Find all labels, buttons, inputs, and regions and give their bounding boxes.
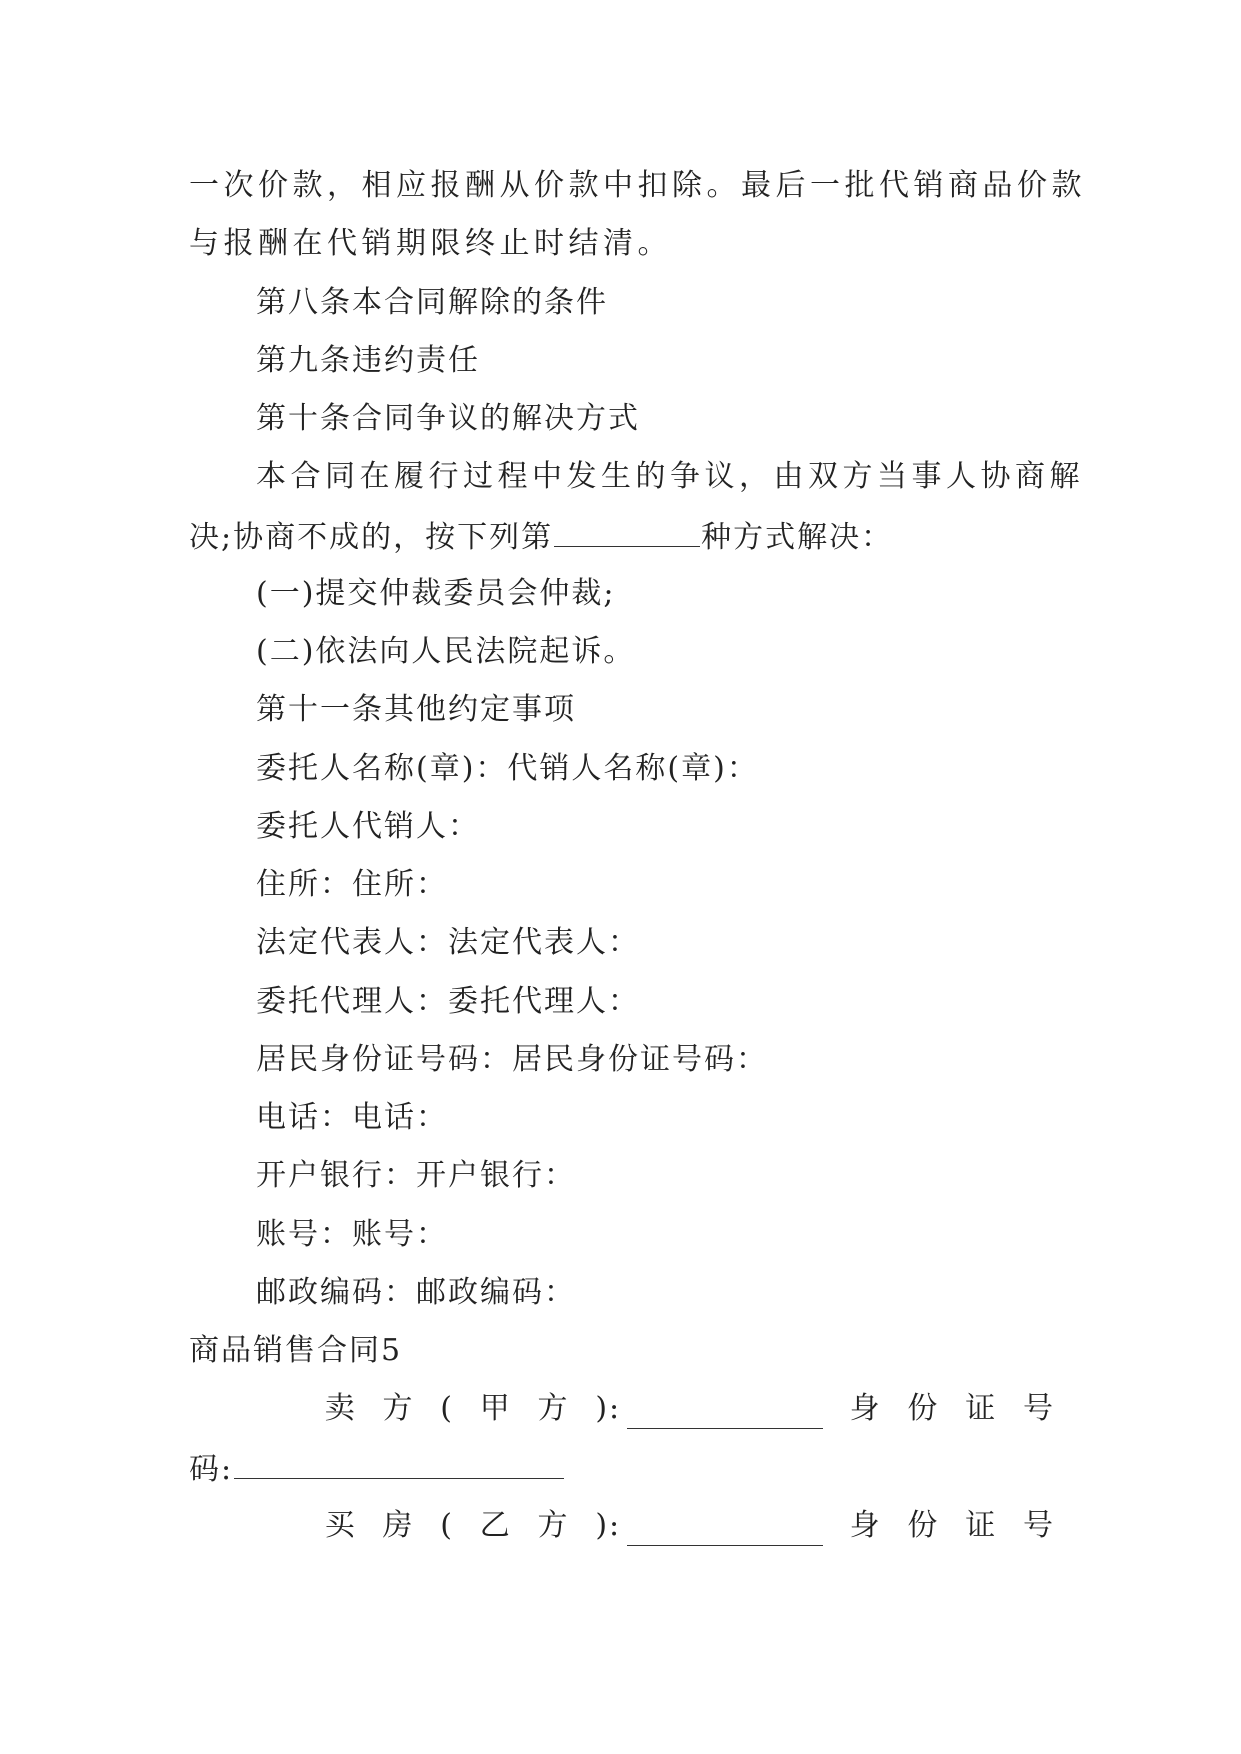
buyer-id-char: 号 [1022, 1508, 1055, 1543]
seller-label-char: ( [440, 1391, 455, 1426]
dispute-paragraph-line [189, 516, 893, 558]
article-9-heading: 第九条违约责任 [256, 343, 480, 378]
buyer-label-char: 乙 [479, 1508, 512, 1543]
buyer-label-char: ( [440, 1508, 455, 1543]
dispute-option-1: (一)提交仲裁委员会仲裁; [256, 576, 616, 611]
seller-label-char: ): [595, 1391, 622, 1426]
signature-field: 电话：电话： [256, 1100, 448, 1135]
seller-label-char: 方 [382, 1391, 415, 1426]
dispute-paragraph-line: 本合同在履行过程中发生的争议，由双方当事人协商解 [256, 459, 1084, 494]
seller-name-blank [627, 1398, 823, 1429]
paragraph-line: 与报酬在代销期限终止时结清。 [189, 226, 672, 261]
signature-field: 开户银行：开户银行： [256, 1158, 576, 1193]
signature-field: 委托人名称(章)：代销人名称(章)： [256, 751, 759, 786]
article-11-heading: 第十一条其他约定事项 [256, 692, 576, 727]
buyer-label-char: 方 [537, 1508, 570, 1543]
signature-field: 邮政编码：邮政编码： [256, 1275, 576, 1310]
seller-label-char: 方 [537, 1391, 570, 1426]
seller-label-char: 卖 [324, 1391, 357, 1426]
article-8-heading: 第八条本合同解除的条件 [256, 285, 608, 320]
signature-field: 委托代理人：委托代理人： [256, 984, 640, 1019]
dispute-text-before-blank: 决;协商不成的，按下列第 [189, 520, 554, 555]
seller-id-tail: 码: [189, 1452, 234, 1487]
signature-field: 住所：住所： [256, 867, 448, 902]
buyer-label-char: 买 [324, 1508, 357, 1543]
dispute-text-after-blank: 种方式解决： [701, 520, 894, 555]
dispute-option-2: (二)依法向人民法院起诉。 [256, 634, 636, 669]
signature-field: 委托人代销人： [256, 809, 480, 844]
seller-id-char: 证 [965, 1391, 998, 1426]
seller-line [189, 1389, 1055, 1429]
signature-field: 居民身份证号码：居民身份证号码： [256, 1042, 768, 1077]
seller-id-char: 份 [907, 1391, 940, 1426]
buyer-label-char: 房 [382, 1508, 415, 1543]
seller-label-char: 甲 [479, 1391, 512, 1426]
signature-field: 账号：账号： [256, 1217, 448, 1252]
seller-id-char: 身 [849, 1391, 882, 1426]
seller-id-line [189, 1448, 565, 1490]
paragraph-line: 一次价款，相应报酬从价款中扣除。最后一批代销商品价款 [189, 168, 1086, 203]
buyer-label-char: ): [595, 1508, 622, 1543]
seller-id-char: 号 [1022, 1391, 1055, 1426]
buyer-name-blank [627, 1515, 823, 1546]
seller-id-blank [234, 1448, 564, 1479]
section-5-title: 商品销售合同5 [189, 1333, 403, 1368]
buyer-id-char: 证 [965, 1508, 998, 1543]
buyer-id-char: 份 [907, 1508, 940, 1543]
dispute-method-blank [554, 516, 700, 547]
signature-field: 法定代表人：法定代表人： [256, 925, 640, 960]
buyer-id-char: 身 [849, 1508, 882, 1543]
buyer-line [189, 1506, 1055, 1546]
article-10-heading: 第十条合同争议的解决方式 [256, 401, 640, 436]
